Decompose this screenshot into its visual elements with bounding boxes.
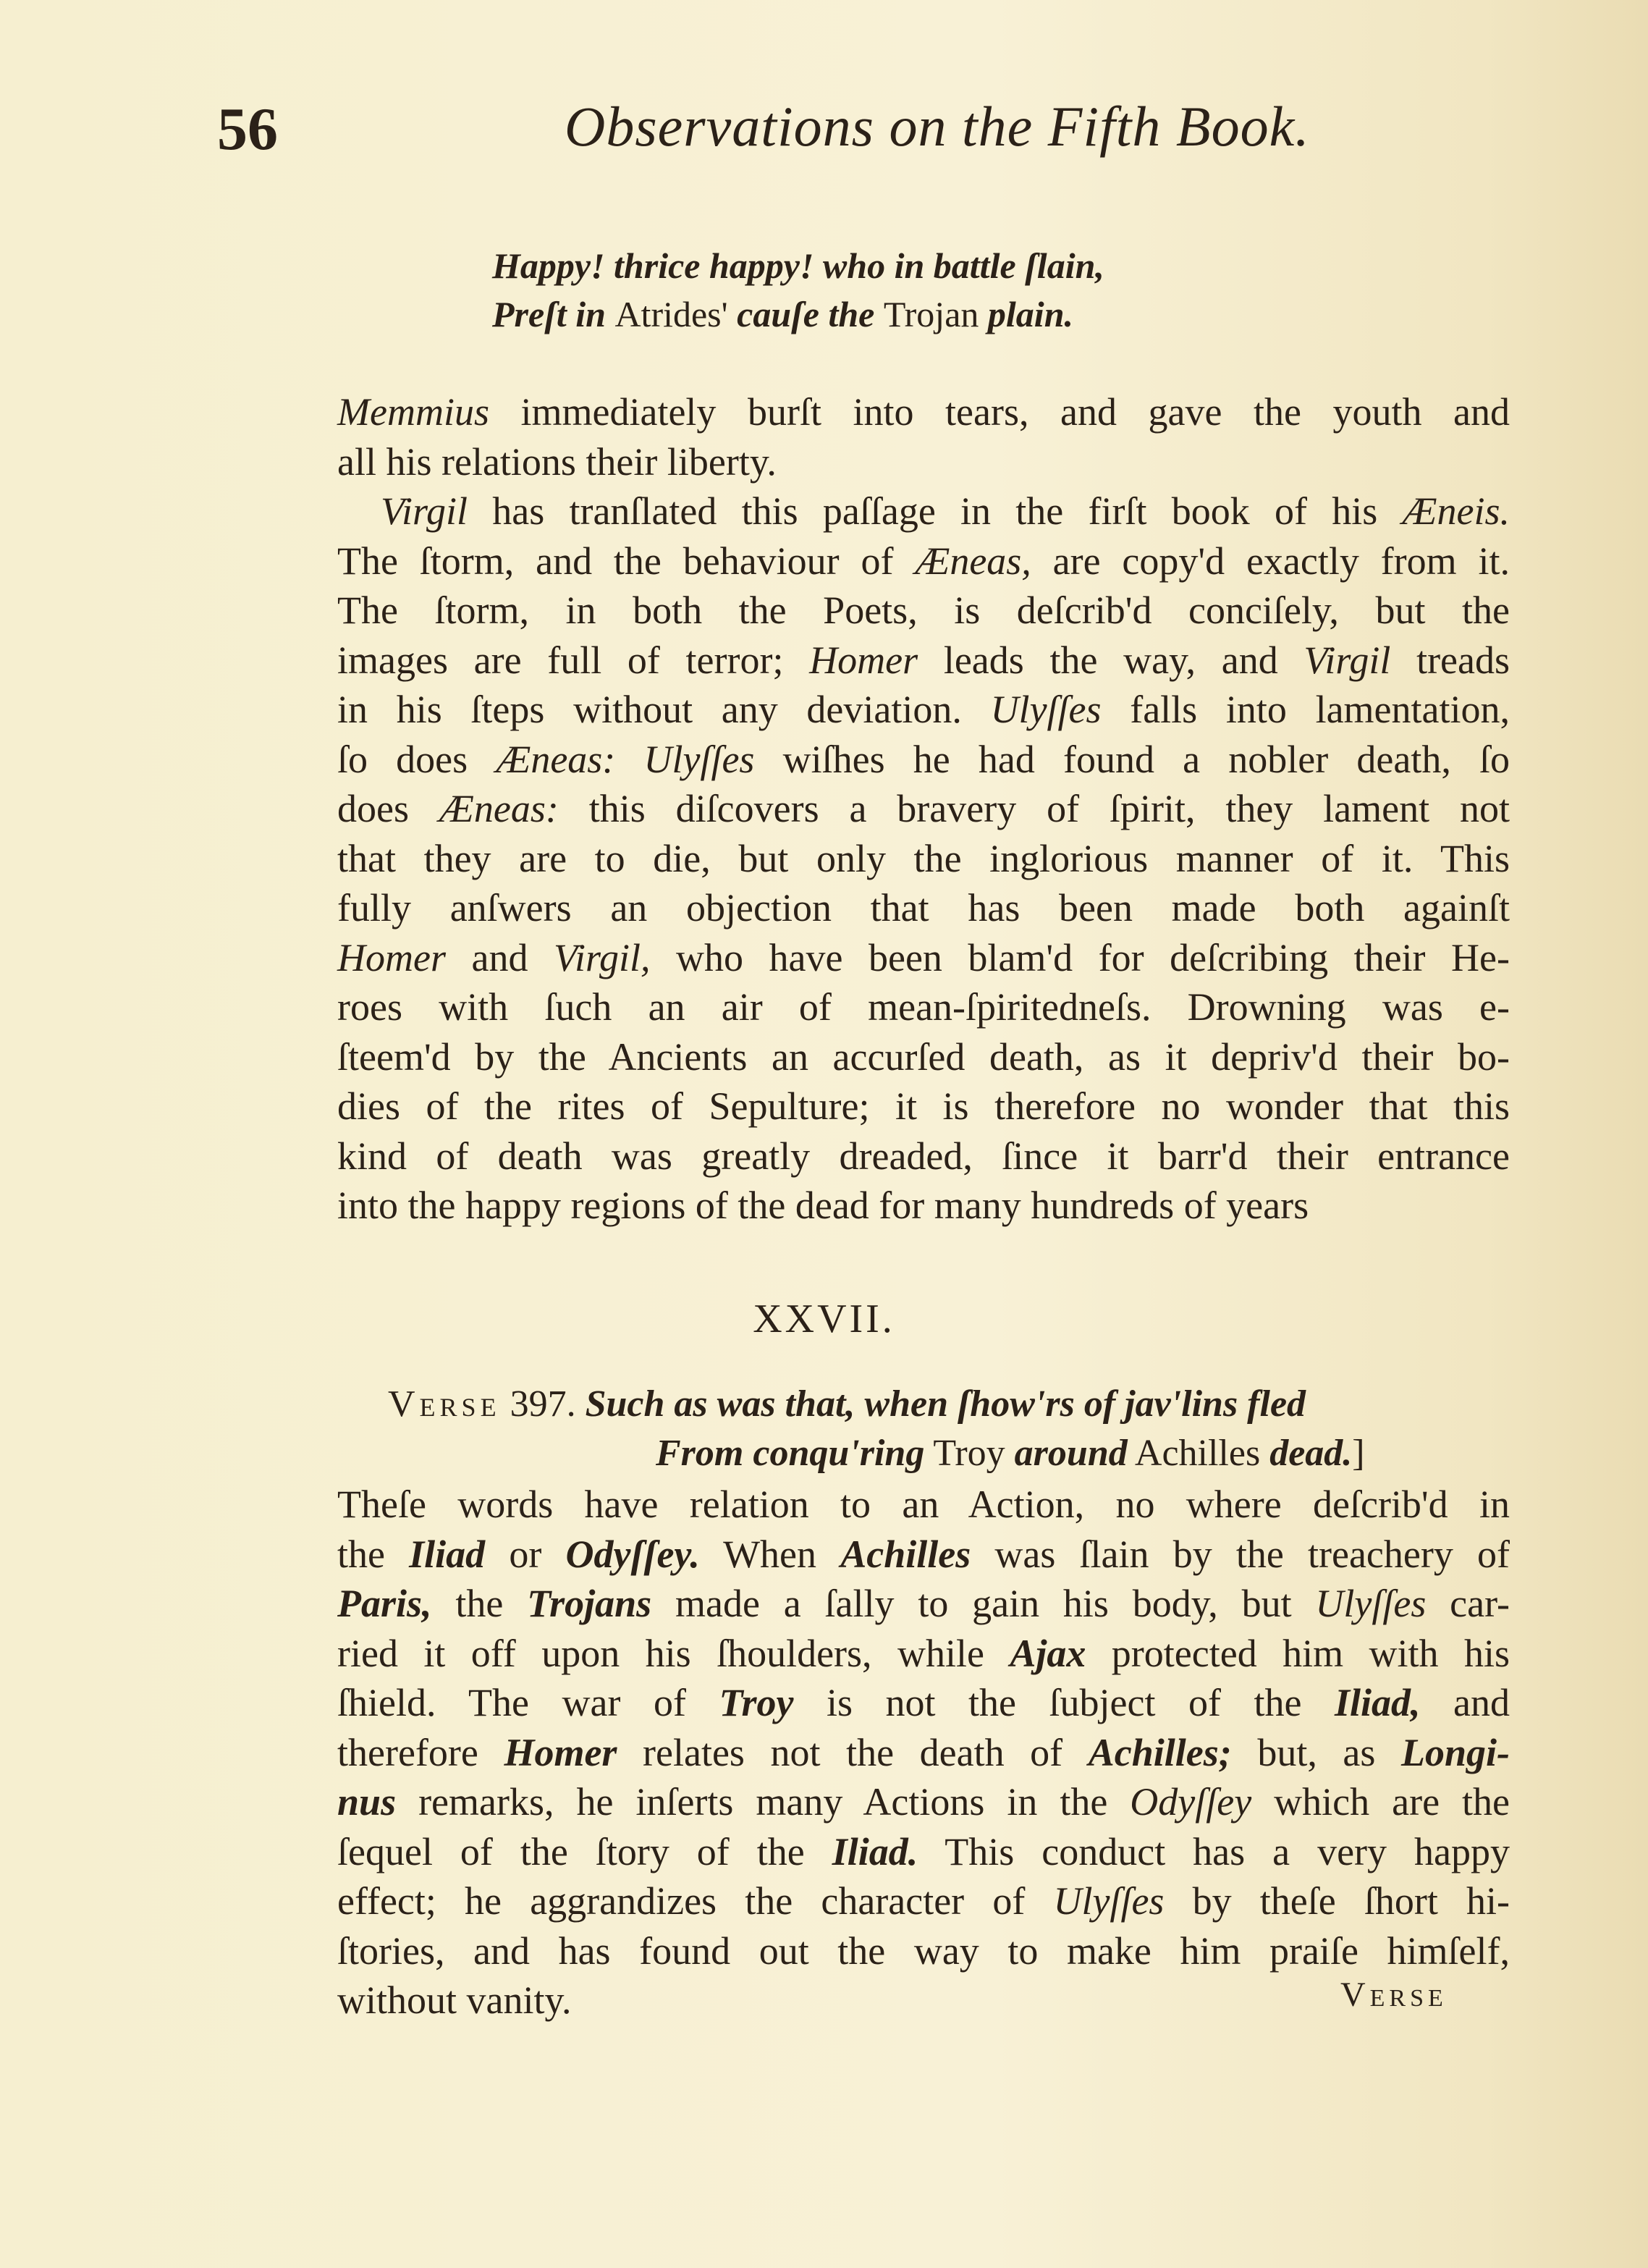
section-heading: XXVII.: [753, 1297, 895, 1341]
text-line: Memmius immediately burſt into tears, and gave the youth and: [337, 390, 1510, 434]
text-line: does Æneas: this diſcovers a bravery of ſpirit, they lament not: [337, 787, 1510, 830]
quote-line-2: Preſt in Atrides' cauſe the Trojan plain.: [492, 294, 1073, 334]
verse-reference: Verse 397. Such as was that, when ſhow'rs of jav'lins fled: [388, 1383, 1306, 1425]
text-line: kind of death was greatly dreaded, ſince it barr'd their entrance: [337, 1134, 1510, 1178]
text-line: ſteem'd by the Ancients an accurſed death, as it depriv'd their bo-: [337, 1034, 1510, 1079]
text-line: ſo does Æneas: Ulyſſes wiſhes he had found a nobler death, ſo: [337, 737, 1510, 781]
text-line: into the happy regions of the dead for many hundreds of years: [337, 1184, 1309, 1227]
text-line: fully anſwers an objection that has been made both againſt: [337, 886, 1510, 929]
text-line: therefore Homer relates not the death of Achilles; but, as Longi-: [337, 1730, 1510, 1774]
body-text-main: [337, 387, 1510, 1231]
quote-line-1: Happy! thrice happy! who in battle ſlain,: [492, 245, 1104, 286]
text-line: effect; he aggrandizes the character of Ulyſſes by theſe ſhort hi-: [337, 1879, 1510, 1923]
text-line: Homer and Virgil, who have been blam'd for deſcribing their He-: [337, 935, 1510, 979]
text-line: Virgil has tranſlated this paſſage in the firſt book of his Æneis.: [381, 489, 1510, 533]
page-number: 56: [217, 96, 278, 163]
text-line: ſhield. The war of Troy is not the ſubject of the Iliad, and: [337, 1681, 1510, 1724]
text-line: Paris, the Trojans made a ſally to gain his body, but Ulyſſes car-: [337, 1582, 1510, 1625]
body-text-commentary: [337, 1480, 1510, 2025]
catchword: Verse: [1340, 1976, 1448, 2014]
text-line: all his relations their liberty.: [337, 439, 777, 484]
text-line: ſtories, and has found out the way to make him praiſe himſelf,: [337, 1928, 1510, 1973]
text-line: The ſtorm, and the behaviour of Æneas, are copy'd exactly from it.: [337, 539, 1510, 583]
verse-reference-line-2: From conqu'ring Troy around Achilles dead.]: [656, 1433, 1365, 1474]
text-line: the Iliad or Odyſſey. When Achilles was ſlain by the treachery of: [337, 1532, 1510, 1576]
text-line: The ſtorm, in both the Poets, is deſcrib'd conciſely, but the: [337, 589, 1510, 632]
text-line: in his ſteps without any deviation. Ulyſſes falls into lamentation,: [337, 688, 1510, 731]
text-line: dies of the rites of Sepulture; it is therefore no wonder that this: [337, 1084, 1510, 1128]
text-line: without vanity.: [337, 1978, 572, 2022]
text-line: ried it off upon his ſhoulders, while Ajax protected him with his: [337, 1631, 1510, 1675]
text-line: roes with ſuch an air of mean-ſpiritedneſs. Drowning was e-: [337, 985, 1510, 1029]
running-head: Observations on the Fifth Book.: [565, 95, 1310, 158]
text-line: ſequel of the ſtory of the Iliad. This conduct has a very happy: [337, 1829, 1510, 1873]
text-line: Theſe words have relation to an Action, no where deſcrib'd in: [337, 1483, 1510, 1526]
text-line: nus remarks, he inſerts many Actions in the Odyſſey which are the: [337, 1780, 1510, 1824]
text-line: that they are to die, but only the inglorious manner of it. This: [337, 836, 1510, 880]
page-header: [217, 94, 1375, 181]
text-line: images are full of terror; Homer leads the way, and Virgil treads: [337, 638, 1510, 682]
